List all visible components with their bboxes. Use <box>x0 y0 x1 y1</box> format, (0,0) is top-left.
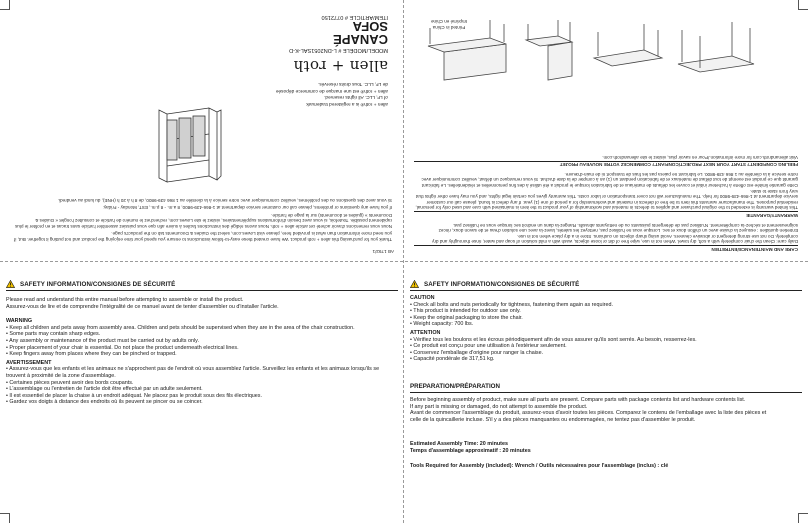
warning-triangle-icon <box>410 280 419 288</box>
safety-left-title: SAFETY INFORMATION/CONSIGNES DE SÉCURITÉ <box>20 280 176 288</box>
printed-line-2: Imprimé en Chine <box>430 19 468 25</box>
list-item: • Any assembly or maintenance of the product must be carried out by adults only. <box>6 338 398 345</box>
preparation-title: PREPARATION/PRÉPARATION <box>410 383 802 393</box>
warning-label: WARNING <box>6 318 33 325</box>
warning-triangle-icon <box>6 280 15 288</box>
care-body-fr: Entretien quotidien : essuyez la chaise avec un chiffon doux et sec. Lorsque vous ne l'utilisez pas, nettoyez les saletés, lavez-la avec une solution d'eau et de savon doux, rincez soigneusement et séchez-la complètement. N'utilisez pas de détergents puissants ou de nettoyants abrasifs. Rangez-la dans un endroit sec lorsque vous ne l'utilisez pas. <box>438 222 798 234</box>
thanks-en: Thank you for purchasing this allen + roth product. We have created these easy-to-follow instructions to ensure you spend your time enjoying the product and not putting it together. But, if you need more information than what is provided here, please visit Lowes.com, select the Guides & Documents tab on the product's page. <box>14 231 392 242</box>
warning-section <box>6 318 398 358</box>
item-line: ITEM/ARTICLE # 0772150 <box>321 13 388 20</box>
hours-fr: Si vous avez des questions ou des problèmes, veuillez communiquer avec notre service à la clientèle au 1 866 439-9800, de 8 h à 20 h (HNE), du lundi au vendredi. <box>57 198 392 204</box>
cover-thanks-block <box>12 198 392 242</box>
safety-right-header <box>410 280 802 291</box>
cover-title-block <box>218 13 388 106</box>
prep-fr-2: celle de la quincaillerie incluse. S'il y a des pièces manquantes ou endommagées, ne tentez pas d'assembler le produit. <box>410 416 696 423</box>
preparation-body <box>410 397 802 423</box>
prep-en-1: Before beginning assembly of product, make sure all parts are present. Compare parts with package contents list and hardware contents list. <box>410 396 746 403</box>
list-item: • Keep all children and pets away from assembly area. Children and pets should be supervised when they are in the area of the chair construction. <box>6 325 398 332</box>
avertissement-label: AVERTISSEMENT <box>6 359 52 366</box>
trademark-line-3: allen + roth® est une marque de commerce déposée <box>275 87 388 93</box>
trademark-line-1: allen + roth® is a registered trademark <box>306 101 388 106</box>
list-item: • Keep the original packaging to store the chair. <box>410 315 802 322</box>
back-text-block <box>414 154 798 252</box>
list-item: • Certaines pièces peuvent avoir des bords coupants. <box>6 380 398 387</box>
list-item: • Vérifiez tous les boulons et les écrous périodiquement afin de vous assurer qu'ils sont serrés. Au besoin, resserrez-les. <box>410 337 802 344</box>
avertissement-section <box>6 360 398 406</box>
assembly-time-fr: Temps d'assemblage approximatif : 20 minutes <box>410 447 531 454</box>
trademark-line-2: of LF, LLC. All rights reserved. <box>324 94 388 100</box>
list-item: • Capacité pondérale de 317,51 kg. <box>410 356 802 363</box>
feeling-heading: FEELING CONFIDENT? START YOUR NEXT PROJECT/CONFIANT? COMMENCEZ VOTRE NOUVEAU PROJET <box>414 161 798 168</box>
list-item: • L'assemblage ou l'entretien de l'article doit être effectué par un adulte seulement. <box>6 386 398 393</box>
safety-left-header <box>6 280 398 291</box>
avertissement-list <box>6 366 398 406</box>
thanks-fr: Nous vous remercions d'avoir acheté cet article allen + roth. Nous avons rédigé des instructions faciles à suivre afin que vous puissiez assembler l'article sans tracas et en profiter le plus rapidement possible. Toutefois, si vous avez besoin d'informations supplémentaires, visitez le site Lowes.com, recherchez le numéro de l'article et consultez l'onglet « Guides & Documents » (guides et documents) sur la page de l'article. <box>15 212 392 229</box>
caution-section <box>410 295 802 328</box>
warranty-heading: WARRANTY/GARANTIE <box>414 211 798 218</box>
list-item: • Conservez l'emballage d'origine pour ranger la chaise. <box>410 350 802 357</box>
title-fr: CANAPÉ <box>333 31 388 47</box>
warranty-body-fr: Cette garantie limitée est offerte à l'acheteur initial et couvre les défauts de matériaux et de fabrication lorsque le produit a été utilisé à des fins personnelles et résidentielles. Le fabricant garantit que ce produit est exempt de tout défaut de matériaux et de fabrication pendant un (1) an à compter de la date d'achat. Si vous remarquez un défaut, veuillez communiquer avec notre service à la clientèle au 1 866 439-9800. Le fabricant ne paiera pas les frais de transport ni de main-d'œuvre. <box>421 171 798 189</box>
title-en: SOFA <box>352 18 388 34</box>
assembly-time-en: Estimated Assembly Time: 20 minutes <box>410 441 508 448</box>
attention-label: ATTENTION <box>410 329 441 336</box>
caution-list <box>410 302 802 328</box>
attention-section <box>410 330 802 363</box>
list-item: • Some parts may contain sharp edges. <box>6 331 398 338</box>
list-item: • This product is intended for outdoor use only. <box>410 308 802 315</box>
list-item: • Weight capacity: 700 lbs. <box>410 321 802 328</box>
care-heading: CARE AND MAINTENANCE/ENTRETIEN <box>414 245 798 252</box>
warranty-body-en: This limited warranty is extended to the original purchaser and applies to defects in material and workmanship of your product to the item is maintained with care and used only for personal, residential purposes. The manufacturer warrants this item to be free of defects in material and workmanship for a period of one (1) year. If any defect is found, please call our customer service department at 1-866-439-9800 for help. The manufacturer will not cover transportation or labor costs. This warranty gives you certain legal rights, and you may have other rights that vary from state to state. <box>415 188 798 211</box>
list-item: • Gardez vos doigts à distance des endroits où ils peuvent se pincer ou se coincer. <box>6 399 398 406</box>
warning-list <box>6 325 398 358</box>
printed-block <box>416 19 482 30</box>
model-line: MODEL/MODÈLE # L-DN2051SAL-K-D <box>289 46 388 53</box>
list-item: • Proper placement of your chair is essential. Do not place the product underneath electrical lines. <box>6 345 398 352</box>
page-ref: AB 1792/1 <box>372 249 394 254</box>
printed-line-1: Printed in China <box>432 25 466 30</box>
sofa-illustration <box>153 102 223 190</box>
cover-panel <box>6 6 398 256</box>
list-item: • Check all bolts and nuts periodically for tightness, fastening them again as required. <box>410 302 802 309</box>
list-item: • Ce produit est conçu pour une utilisation à l'extérieur seulement. <box>410 343 802 350</box>
list-item: • Il est essentiel de placer la chaise à un endroit adéquat. Ne placez pas le produit sous des fils électriques. <box>6 393 398 400</box>
hours-en: If you have any questions or problems, please call our customer service department at 1-866-439-9800, 8 a.m. - 8 p.m., EST, Monday - Friday. <box>102 205 392 211</box>
care-body-en: Daily care: Clean the chair completely with a soft, dry towel. When not in use, wipe free of dirt or loose objects, wash with a mild solution of soap and water, rinse thoroughly and dry completely. Do not use strong detergent or abrasive cleaners. Avoid using sharp objects on cushions. Store in a dry place when not in use. <box>432 233 798 245</box>
feeling-body: Visit allenandroth.com for more information./Pour en savoir plus, visitez le site allenandroth.com. <box>602 154 798 160</box>
intro-en: Please read and understand this entire manual before attempting to assemble or install the product. <box>6 297 244 303</box>
brand-logo: allen + roth <box>293 56 388 75</box>
assembly-time-block <box>410 441 802 454</box>
attention-list <box>410 337 802 363</box>
cover-page-ref-row <box>10 248 394 254</box>
tools-required: Tools Required for Assembly (included): Wrench / Outils nécessaires pour l'assemblage (inclus) : clé <box>410 462 669 469</box>
safety-right-title: SAFETY INFORMATION/CONSIGNES DE SÉCURITÉ <box>424 280 580 288</box>
list-item: • Assurez-vous que les enfants et les animaux ne s'approchent pas de l'endroit où vous assemblez l'article. Surveillez les enfants et les animaux lorsqu'ils se trouvent à proximité de la zone d'assemblage. <box>6 366 398 379</box>
horizontal-fold-line <box>0 261 808 262</box>
safety-left-panel <box>6 268 398 518</box>
safety-left-intro <box>6 297 398 310</box>
prep-fr-1: Avant de commencer l'assemblage du produit, assurez-vous d'avoir toutes les pièces. Comparez le contenu de l'emballage avec la liste des pièces et <box>410 410 767 417</box>
back-panel <box>410 6 802 256</box>
prep-en-2: If any part is missing or damaged, do not attempt to assemble the product. <box>410 403 588 410</box>
list-item: • Keep fingers away from places where they can be pinched or trapped. <box>6 351 398 358</box>
safety-right-panel <box>410 268 802 518</box>
trademark-line-4: de LF, LLC. Tous droits réservés. <box>317 81 388 87</box>
intro-fr: Assurez-vous de lire et de comprendre l'intégralité de ce manuel avant de tenter d'assembler ou d'installer l'article. <box>6 303 279 310</box>
caution-label: CAUTION <box>410 295 435 301</box>
